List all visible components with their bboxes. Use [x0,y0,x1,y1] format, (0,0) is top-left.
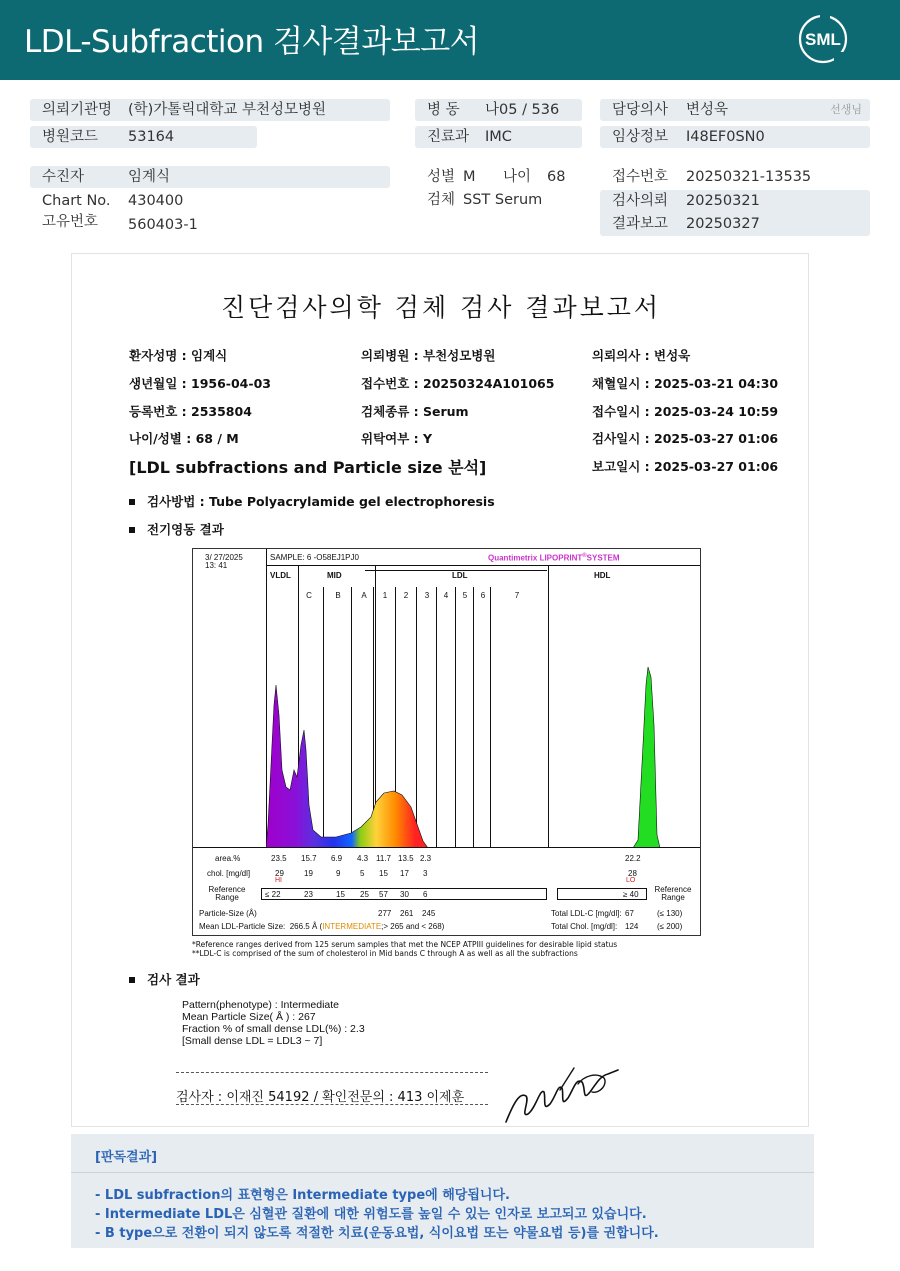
info-unique-id: 고유번호 560403-1 [42,214,198,233]
band-7: 7 [514,591,520,600]
brand-label: Quantimetrix LIPOPRINT®SYSTEM [488,553,620,563]
area-1: 11.7 [376,854,391,863]
ref-2: 30 [400,890,409,899]
header-bar [0,0,900,80]
report-scan [71,253,809,1127]
particle-size-label: Particle-Size (Å) [199,909,257,918]
lipoprint-chart: 3/ 27/2025 13: 41 SAMPLE: 6 -O58EJ1PJ0 Quantimetrix LIPOPRINT®SYSTEM VLDL MID LDL HDL C B A 1 2 3 4 5 6 7 area.% 23.5 15.7 6.9 4.3 11.7 13.5 2.3 22.2 chol. [mg/dl] 29 HI 19 9 5 15 17 3 28 LO Reference Range ≤ 22 23 15 25 57 30 6 ≥ 40 Reference Range Particle-Size (Å) 277 261 245 Total LDL-C [mg/dl]: 67 (≤ 130) Mean LDL-Particle Size: 266.5 Å (INTERMEDIATE;> 265 and < 268) Total Chol. [mg/dl]: 124 (≤ 200) [192,548,701,936]
info-receipt: 접수번호 20250321-13535 [612,169,812,185]
ref-a: 25 [360,890,369,899]
footnote-2: **LDL-C is comprised of the sum of cholesterol in Mid bands C through A as well as all the subfractions [192,949,578,958]
chol-vldl: 29 [275,869,284,878]
ref-b: 15 [336,890,345,899]
info-request-result: 검사의뢰 20250321 결과보고 20250327 [600,190,870,236]
result-heading: 검사 결과 [129,970,200,988]
particle-size-1: 277 [378,909,392,918]
signature-image [500,1062,624,1128]
area-2: 13.5 [398,854,414,863]
report-title: 진단검사의학 검체 검사 결과보고서 [220,293,662,322]
region-mid: MID [327,571,342,580]
patient-name: 환자성명 : 임계식 [129,348,228,363]
chol-vldl-flag: HI [275,877,282,884]
info-hospital: 의뢰기관명 (학)가톨릭대학교 부천성모병원 [30,99,390,121]
report-time: 보고일시 : 2025-03-27 01:06 [592,459,779,474]
info-patient: 수진자 임계식 [30,166,390,188]
region-hdl: HDL [594,571,611,580]
result-definition: [Small dense LDL = LDL3 ~ 7] [182,1035,323,1047]
ref-c: 23 [304,890,313,899]
region-vldl: VLDL [270,571,291,580]
electrophoresis-curve [266,565,700,848]
ref-1: 57 [379,890,388,899]
page-title: LDL-Subfraction 검사결과보고서 [24,24,480,60]
referring-doctor: 의뢰의사 : 변성욱 [592,348,691,363]
divider-bottom [176,1104,488,1105]
electrophoresis-heading: 전기영동 결과 [129,520,224,538]
area-vldl: 23.5 [271,854,287,863]
svg-text:SML: SML [805,30,841,49]
divider-top [176,1072,488,1073]
band-4: 4 [443,591,449,600]
birth-date: 생년월일 : 1956-04-03 [129,376,271,391]
specimen-type: 검체종류 : Serum [361,404,469,419]
consignment: 위탁여부 : Y [361,431,433,446]
chol-hdl: 28 [628,869,637,878]
band-5: 5 [462,591,468,600]
area-b: 6.9 [331,854,343,863]
area-label: area.% [215,854,241,863]
info-hospital-code: 병원코드 53164 [30,126,257,148]
area-a: 4.3 [357,854,369,863]
info-chart-no: Chart No. 430400 [42,193,184,209]
region-ldl: LDL [452,571,468,580]
result-mean-size: Mean Particle Size( Å ) : 267 [182,1011,316,1023]
chol-3: 3 [423,869,428,878]
band-a: A [361,591,367,600]
section-title: [LDL subfractions and Particle size 분석] [129,458,487,477]
ref-3: 6 [423,890,428,899]
result-small-dense: Fraction % of small dense LDL(%) : 2.3 [182,1023,365,1035]
total-chol-ref: (≤ 200) [657,922,683,931]
total-ldl-ref: (≤ 130) [657,909,683,918]
area-3: 2.3 [420,854,432,863]
registration-number: 등록번호 : 2535804 [129,404,252,419]
chol-label: chol. [mg/dl] [207,869,251,878]
info-sex-age: 성별 M 나이 68 [427,169,566,185]
band-c: C [306,591,312,600]
receipt-time: 접수일시 : 2025-03-24 10:59 [592,404,779,419]
chol-hdl-flag: LO [626,877,636,884]
referring-hospital: 의뢰병원 : 부천성모병원 [361,348,496,363]
info-dept: 진료과 IMC [415,126,582,148]
age-sex: 나이/성별 : 68 / M [129,431,239,446]
ref-vldl: ≤ 22 [265,890,281,899]
particle-size-2: 261 [400,909,414,918]
interpretation-heading: [판독결과] [95,1150,158,1165]
total-ldl-label: Total LDL-C [mg/dl]: [551,909,622,918]
chol-1: 15 [379,869,388,878]
band-1: 1 [382,591,388,600]
ref-hdl: ≥ 40 [623,890,639,899]
total-chol-label: Total Chol. [mg/dl]: [551,922,618,931]
interpretation-line-1: - LDL subfraction의 표현형은 Intermediate type에 해당됩니다. [95,1188,510,1203]
interpretation-line-3: - B type으로 전환이 되지 않도록 적절한 치료(운동요법, 식이요법 또는 약물요법 등)를 권합니다. [95,1226,659,1241]
band-b: B [335,591,341,600]
result-pattern: Pattern(phenotype) : Intermediate [182,999,340,1011]
test-time: 검사일시 : 2025-03-27 01:06 [592,431,779,446]
method-line: 검사방법 : Tube Polyacrylamide gel electrophoresis [129,492,495,510]
band-3: 3 [424,591,430,600]
accession-number: 접수번호 : 20250324A101065 [361,376,555,391]
band-2: 2 [403,591,409,600]
total-chol-value: 124 [625,922,639,931]
area-c: 15.7 [301,854,317,863]
mean-size-line: Mean LDL-Particle Size: 266.5 Å (INTERMEDIATE;> 265 and < 268) [199,922,445,931]
chol-2: 17 [400,869,409,878]
info-doctor: 담당의사 변성욱 선생님 [600,99,870,121]
info-specimen: 검체 SST Serum [427,192,543,208]
particle-size-3: 245 [422,909,436,918]
examiner-line: 검사자 : 이재진 54192 / 확인전문의 : 413 이제훈 [176,1090,465,1105]
area-hdl: 22.2 [625,854,641,863]
chol-c: 19 [304,869,313,878]
footnote-1: *Reference ranges derived from 125 serum samples that met the NCEP ATPIII guidelines for desirable lipid status [192,940,618,949]
sample-id: SAMPLE: 6 -O58EJ1PJ0 [270,553,359,562]
info-clinical: 임상정보 I48EF0SN0 [600,126,870,148]
collection-time: 채혈일시 : 2025-03-21 04:30 [592,376,779,391]
info-ward: 병 동 나05 / 536 [415,99,582,121]
ref-label-right: Reference Range [654,885,692,902]
sml-logo [796,12,854,66]
chol-a: 5 [360,869,365,878]
interpretation-panel [71,1134,814,1248]
band-6: 6 [480,591,486,600]
chol-b: 9 [336,869,341,878]
interpretation-line-2: - Intermediate LDL은 심혈관 질환에 대한 위험도를 높일 수 있는 인자로 보고되고 있습니다. [95,1207,647,1222]
total-ldl-value: 67 [625,909,634,918]
ref-label-left: Reference Range [208,885,246,902]
